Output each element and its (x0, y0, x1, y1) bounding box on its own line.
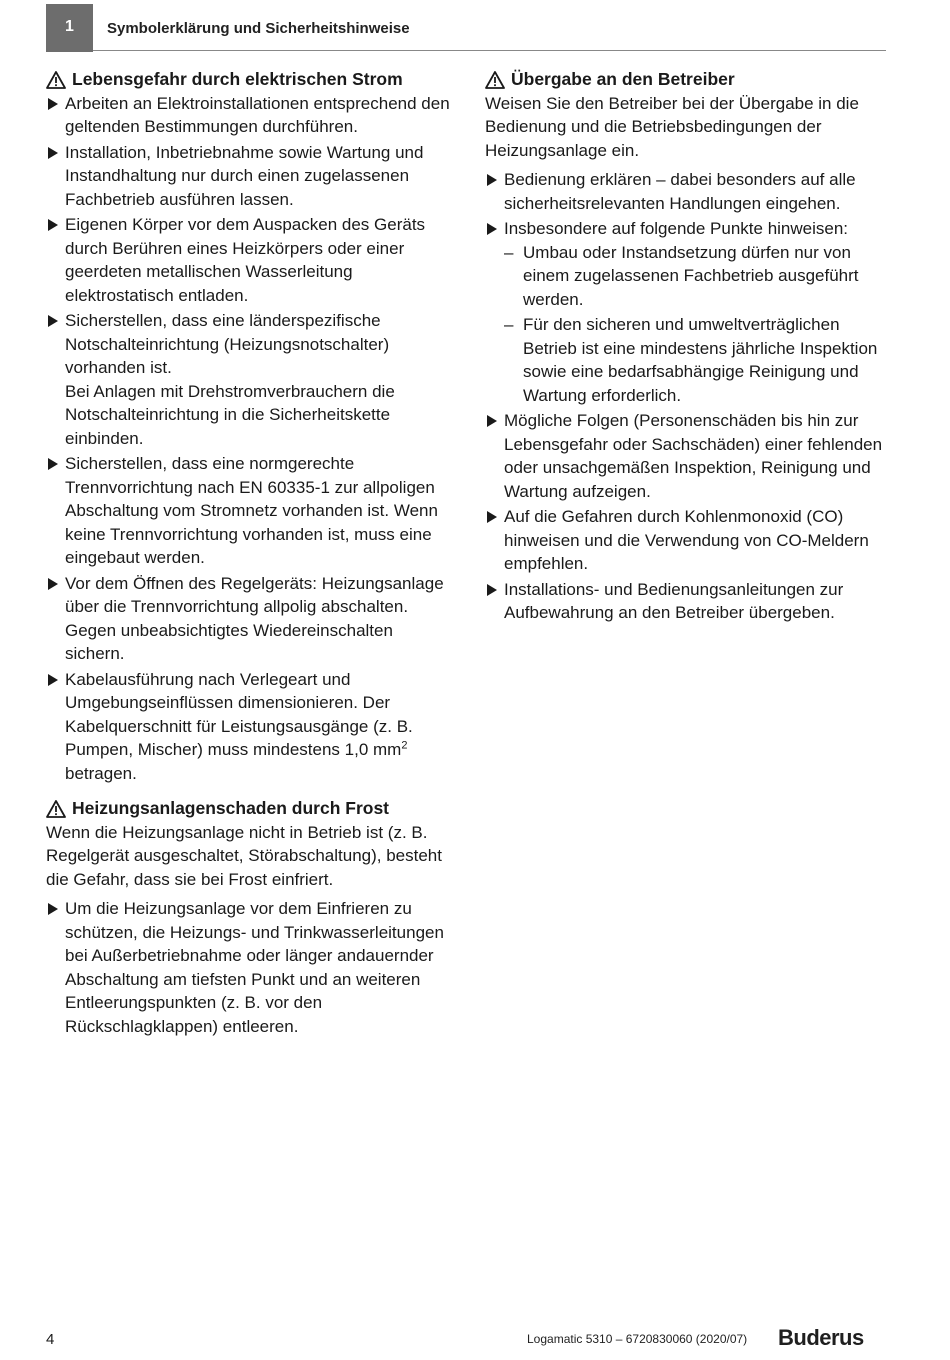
paragraph: Weisen Sie den Betreiber bei der Übergabe in die Bedienung und die Betriebsbedingungen der Heizungsanlage ein. (485, 93, 859, 160)
list-item: Arbeiten an Elektroinstallationen entsprechend den geltenden Bestimmungen durchführen. (46, 92, 451, 139)
sub-list (504, 241, 890, 408)
left-column (46, 68, 451, 1040)
list-item-text: betragen. (65, 763, 137, 783)
warning-title: Übergabe an den Betreiber (511, 69, 735, 89)
superscript: 2 (401, 739, 408, 752)
warning-heading-frost (46, 797, 451, 821)
document-reference: Logamatic 5310 – 6720830060 (2020/07) (527, 1332, 748, 1346)
warning-triangle-icon (46, 71, 66, 89)
chapter-number-box (46, 4, 93, 52)
list-item (485, 217, 890, 407)
list-item: Bedienung erklären – dabei besonders auf alle sicherheitsrelevanten Handlungen eingehen. (485, 168, 890, 215)
brand-logo: Buderus (778, 1325, 864, 1350)
list-item: Sicherstellen, dass eine normgerechte Trennvorrichtung nach EN 60335-1 zur allpoligen Abschaltung vom Stromnetz vorhanden ist. Wenn keine Trennvorrichtung vorhanden ist, muss eine eingebaut werden. (46, 452, 451, 570)
list-item: Vor dem Öffnen des Regelgeräts: Heizungsanlage über die Trennvorrichtung allpolig abschalten. Gegen unbeabsichtigtes Wiedereinschalten sichern. (46, 572, 451, 666)
warning-triangle-icon (485, 71, 505, 89)
sub-list-item: – Für den sicheren und umweltverträglichen Betrieb ist eine mindestens jährliche Inspektion sowie eine bedarfsabhängige Reinigung und Wartung erforderlich. (504, 313, 890, 407)
warning-heading-handover (485, 68, 890, 92)
chapter-number: 1 (65, 18, 74, 35)
page-number: 4 (46, 1331, 55, 1348)
list-item-text: Sicherstellen, dass eine länderspezifische Notschalteinrichtung (Heizungsnotschalter) vorhanden ist. (65, 311, 390, 377)
list-item: Eigenen Körper vor dem Auspacken des Geräts durch Berühren eines Heizkörpers oder einer geerdeten metallischen Wasserleitung elektrostatisch entladen. (46, 213, 451, 307)
right-column (485, 68, 890, 627)
list-item-text: Kabelausführung nach Verlegeart und Umgebungseinflüssen dimensionieren. Der Kabelquerschnitt für Leistungsausgänge (z. B. Pumpen, Mischer) muss mindestens 1,0 mm (65, 669, 413, 759)
warning-frost-section (46, 797, 451, 1038)
list-item: Installations- und Bedienungsanleitungen zur Aufbewahrung an den Betreiber übergeben. (485, 578, 890, 625)
warning-heading-electric (46, 68, 451, 92)
warning-electric-section (46, 68, 451, 785)
list-item: Mögliche Folgen (Personenschäden bis hin zur Lebensgefahr oder Sachschäden) einer fehlenden oder unsachgemäßen Inspektion, Reinigung und Wartung aufzeigen. (485, 409, 890, 503)
warning-handover-section (485, 68, 890, 625)
step-list (46, 92, 451, 786)
warning-title: Lebensgefahr durch elektrischen Strom (72, 69, 403, 89)
header-divider (93, 50, 886, 51)
warning-triangle-icon (46, 800, 66, 818)
paragraph: Wenn die Heizungsanlage nicht in Betrieb ist (z. B. Regelgerät ausgeschaltet, Störabschaltung), besteht die Gefahr, dass sie bei Frost einfriert. (46, 822, 442, 889)
warning-title: Heizungsanlagenschaden durch Frost (72, 798, 389, 818)
list-item-text: Insbesondere auf folgende Punkte hinweisen: (504, 219, 849, 238)
page-header-title: Symbolerklärung und Sicherheitshinweise (107, 20, 410, 37)
list-item: Installation, Inbetriebnahme sowie Wartung und Instandhaltung nur durch einen zugelassenen Fachbetrieb ausführen lassen. (46, 141, 451, 212)
step-list (46, 897, 451, 1038)
list-item (46, 668, 451, 786)
list-item: Um die Heizungsanlage vor dem Einfrieren zu schützen, die Heizungs- und Trinkwasserleitungen bei Außerbetriebnahme oder länger andauernder Abschaltung am tiefsten Punkt und an weiteren Entleerungspunkten (z. B. vor den Rückschlagklappen) entleeren. (46, 897, 451, 1038)
list-item: Auf die Gefahren durch Kohlenmonoxid (CO) hinweisen und die Verwendung von CO-Meldern empfehlen. (485, 505, 890, 576)
list-item-text: Bei Anlagen mit Drehstromverbrauchern die Notschalteinrichtung in die Sicherheitskette einbinden. (65, 381, 395, 448)
list-item (46, 309, 451, 450)
sub-list-item: – Umbau oder Instandsetzung dürfen nur von einem zugelassenen Fachbetrieb ausgeführt werden. (504, 241, 890, 312)
step-list (485, 168, 890, 625)
